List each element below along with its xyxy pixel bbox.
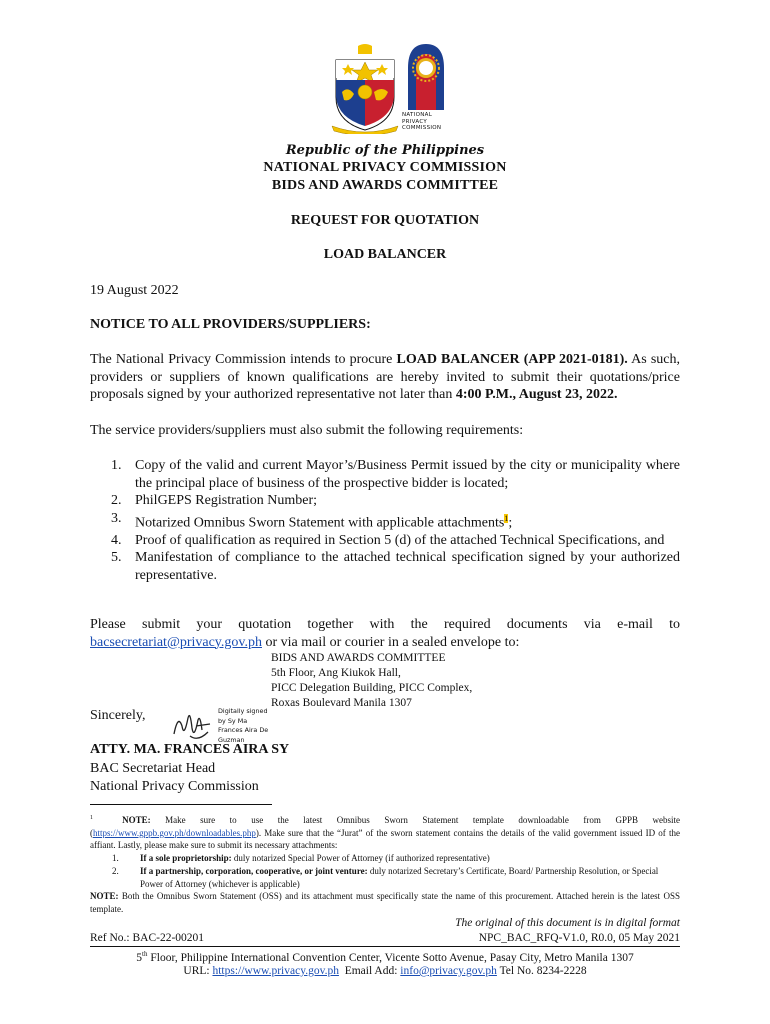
footnote-line (90, 812, 680, 827)
footer-address-text: Floor, Philippine International Convention Center, Vicente Sotto Avenue, Pasay City, Metro Manila 1307 (147, 951, 634, 964)
footer-url-label: URL: (183, 965, 213, 977)
footnote-text: Both the Omnibus Sworn Statement (OSS) and its attachment must specifically state the name of this procurement. Attached herein is the latest OSS template. (90, 891, 680, 914)
footer-telephone: Tel No. 8234-2228 (496, 965, 587, 977)
intro-text: The National Privacy Commission intends to procure (90, 352, 397, 367)
footnote-text: Make sure to use the latest Omnibus Sworn Statement template downloadable from GPPB website (150, 815, 680, 825)
footnote-item-number: 1. (112, 853, 119, 864)
footnote-item-text: duly notarized Secretary’s Certificate, Board/ Partnership Resolution, or Special Power of Attorney (whichever is applicable) (140, 865, 659, 889)
requirement-text: Proof of qualification as required in Section 5 (d) of the attached Technical Specifications, and (135, 532, 665, 548)
footer-address-ordinal: th (142, 950, 148, 958)
gppb-downloads-link[interactable]: https://www.gppb.gov.ph/downloadables.php (93, 827, 256, 838)
footnote-item (90, 852, 680, 865)
footnote-item-label: If a partnership, corporation, cooperative, or joint venture: (140, 865, 368, 876)
footnote-divider (90, 804, 272, 805)
list-number: 4. (111, 532, 122, 548)
reference-number: Ref No.: BAC-22-00201 (90, 932, 205, 944)
document-title: REQUEST FOR QUOTATION (290, 213, 480, 228)
requirement-text: Notarized Omnibus Sworn Statement with applicable attachments (135, 515, 505, 531)
list-number: 2. (111, 493, 122, 508)
footnote (90, 812, 680, 916)
footnote-item-text: duly notarized Special Power of Attorney (if authorized representative) (231, 853, 490, 864)
footnote-text: ). Make sure that the “Jurat” of the sworn statement contains the details of the valid government issued ID of the affiant. Lastly, please make sure to submit its necessary attachments: (90, 827, 680, 851)
digital-signature-line: Frances Aira De (218, 726, 269, 734)
form-code: NPC_BAC_RFQ-V1.0, R0.0, 05 May 2021 (478, 932, 680, 944)
signer-organization: National Privacy Commission (90, 779, 259, 794)
committee-name: BIDS AND AWARDS COMMITTEE (271, 178, 499, 193)
requirement-suffix: ; (508, 515, 513, 531)
mailing-address (271, 651, 472, 711)
handwritten-signature (170, 708, 214, 744)
website-link[interactable]: https://www.privacy.gov.ph (212, 965, 339, 977)
footnote-line (90, 890, 680, 915)
footnote-item-label: If a sole proprietorship: (140, 853, 232, 864)
list-item (90, 492, 680, 510)
footnote-item-number: 2. (112, 865, 119, 876)
digital-signature-line: Guzman (218, 735, 245, 744)
digital-signature-line: by Sy Ma (218, 716, 248, 725)
signer-title: BAC Secretariat Head (90, 761, 216, 776)
footnote-line: (https://www.gppb.gov.ph/downloadables.php). Make sure that the “Jurat” of the sworn statement contains the details of the valid government issued ID of the affiant. Lastly, please make sure to submit its necessary attachments: (90, 827, 680, 851)
intro-text: As such, providers or suppliers of known qualifications are hereby invited to submit their quotations/price proposals signed by your authorized representative not later than (90, 352, 680, 402)
footnote-item (90, 865, 680, 890)
info-email-link[interactable]: info@privacy.gov.ph (400, 965, 497, 977)
npc-logo-line: NATIONAL (402, 112, 433, 118)
footnote-note-label: NOTE: (90, 891, 119, 902)
submission-text: Please submit your quotation together with the required documents via e-mail to (90, 617, 680, 632)
republic-heading: Republic of the Philippines (285, 143, 485, 158)
address-line: BIDS AND AWARDS COMMITTEE (271, 652, 446, 664)
requirement-text: PhilGEPS Registration Number; (135, 493, 317, 508)
footnote-note-label: NOTE: (122, 815, 151, 825)
bac-email-link[interactable]: bacsecretariat@privacy.gov.ph (90, 634, 262, 650)
list-item (90, 510, 680, 532)
address-line: PICC Delegation Building, PICC Complex, (271, 682, 473, 694)
digital-format-note: The original of this document is in digital format (455, 917, 680, 929)
organization-name: NATIONAL PRIVACY COMMISSION (263, 160, 507, 175)
intro-procurement: LOAD BALANCER (APP 2021-0181). (396, 352, 628, 367)
requirement-text: Copy of the valid and current Mayor’s/Business Permit issued by the city or municipality where the principal place of business of the prospective bidder is located; (135, 458, 680, 491)
footnote-number: 1 (90, 815, 93, 821)
npc-logo-line: COMMISSION (402, 125, 442, 131)
requirements-list (90, 457, 680, 584)
npc-logo-line: PRIVACY (402, 118, 428, 125)
list-item (90, 549, 680, 584)
submission-text: or via mail or courier in a sealed envelope to: (262, 634, 520, 650)
npc-logo-text (402, 112, 462, 132)
list-item (90, 457, 680, 492)
submission-paragraph (90, 616, 680, 651)
closing: Sincerely, (90, 708, 146, 723)
list-number: 1. (111, 458, 122, 473)
footer-divider (90, 946, 680, 947)
notice-heading: NOTICE TO ALL PROVIDERS/SUPPLIERS: (90, 317, 371, 332)
digital-signature-line: Digitally signed (218, 707, 268, 715)
philippine-seal-logo (328, 42, 402, 134)
list-number: 5. (111, 550, 122, 566)
requirements-lead: The service providers/suppliers must also submit the following requirements: (90, 423, 524, 438)
footer-email-label: Email Add: (338, 965, 401, 977)
requirement-text: Manifestation of compliance to the attached technical specification signed by your authorized representative. (135, 550, 680, 583)
document-date: 19 August 2022 (90, 283, 179, 298)
footer-contact (0, 965, 770, 977)
footer-address-floor: 5 (136, 951, 143, 964)
list-item (90, 532, 680, 550)
footer-address (0, 950, 770, 964)
footnote-marker-link[interactable]: 1 (504, 513, 509, 523)
address-line: Roxas Boulevard Manila 1307 (271, 697, 412, 709)
address-line: 5th Floor, Ang Kiukok Hall, (271, 667, 401, 679)
document-subject: LOAD BALANCER (323, 247, 447, 262)
signer-name: ATTY. MA. FRANCES AIRA SY (90, 742, 290, 757)
intro-paragraph (90, 351, 680, 404)
list-number: 3. (111, 510, 122, 526)
digital-signature-stamp (218, 707, 268, 745)
intro-deadline: 4:00 P.M., August 23, 2022. (455, 387, 618, 402)
